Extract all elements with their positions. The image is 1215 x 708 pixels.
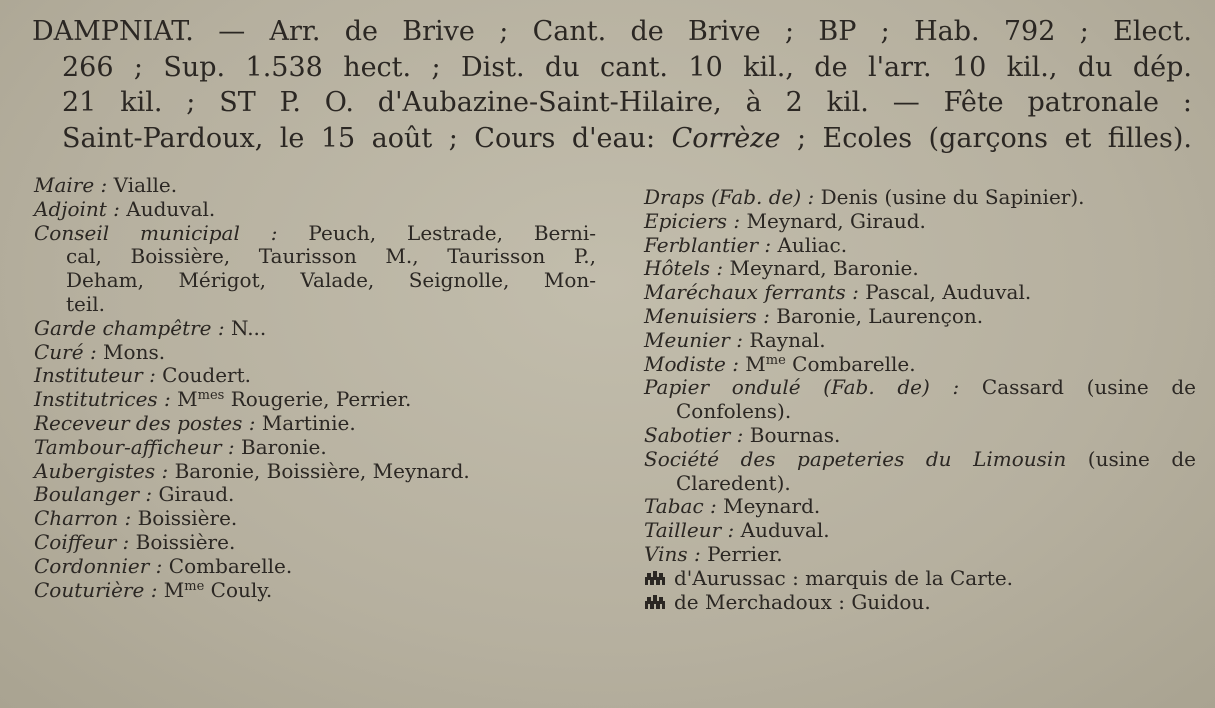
directory-entry <box>644 519 1196 543</box>
header-line-4-text: Saint-Pardoux, le 15 août ; Cours d'eau: <box>62 122 672 154</box>
directory-entry <box>644 424 1196 448</box>
entry-value: Boissière. <box>129 529 236 554</box>
entry-value: Pascal, Auduval. <box>858 280 1032 305</box>
entry-line <box>34 364 596 388</box>
title-superscript: me <box>184 578 205 594</box>
entry-value: Peuch, Lestrade, Berni- <box>277 220 596 245</box>
entry-value: Couly. <box>204 577 273 602</box>
entry-line <box>34 412 596 436</box>
river-name: Corrèze <box>671 122 781 154</box>
directory-entry <box>644 567 1196 591</box>
entry-value: Giraud. <box>152 482 235 507</box>
header-line-4 <box>32 121 1192 157</box>
header-line-4-end: ; Ecoles (garçons et filles). <box>780 122 1193 154</box>
header-line-3: 21 kil. ; ST P. O. d'Aubazine-Saint-Hilaire, à 2 kil. — Fête patronale : <box>62 87 1192 118</box>
entry-label: Curé : <box>34 339 97 364</box>
entry-line <box>644 210 1196 234</box>
entry-line <box>644 424 1196 448</box>
entry-label: Institutrices : <box>34 387 171 412</box>
entry-line <box>34 507 596 531</box>
directory-entry <box>34 507 596 531</box>
entry-value: Mons. <box>96 339 166 364</box>
entry-line <box>644 329 1196 353</box>
entry-line <box>34 460 596 484</box>
entry-value: Auduval. <box>734 518 830 543</box>
entry-line <box>34 436 596 460</box>
entry-line <box>644 281 1196 305</box>
title-prefix: M <box>157 577 185 602</box>
entry-line <box>644 448 1196 472</box>
entry-label: Maréchaux ferrants : <box>644 280 859 305</box>
entry-label: Conseil municipal : <box>34 220 278 245</box>
entry-continuation: Deham, Mérigot, Valade, Seignolle, Mon- <box>66 268 596 293</box>
directory-entry <box>34 317 596 341</box>
directory-entry <box>34 198 596 222</box>
entry-line <box>34 531 596 555</box>
entry-label: Adjoint : <box>34 196 120 221</box>
directory-entry <box>34 531 596 555</box>
entry-label: Papier ondulé (Fab. de) : <box>644 375 960 400</box>
entry-value: Meynard, Baronie. <box>723 256 919 281</box>
entry-line <box>644 567 1196 591</box>
entry-line <box>644 519 1196 543</box>
entry-label: Tambour-afficheur : <box>34 434 235 459</box>
directory-entry <box>644 305 1196 329</box>
entry-label: Sabotier : <box>644 422 744 447</box>
entry-value: Baronie, Boissière, Meynard. <box>168 458 470 483</box>
entry-value: Baronie. <box>234 434 327 459</box>
entry-value: (usine de <box>1066 446 1197 471</box>
entry-continuation: teil. <box>66 291 106 316</box>
entry-line <box>34 341 596 365</box>
entry-line <box>644 186 1196 210</box>
header-line-1: DAMPNIAT. — Arr. de Brive ; Cant. de Brive ; BP ; Hab. 792 ; Elect. <box>32 16 1192 47</box>
entry-value: Denis (usine du Sapinier). <box>814 185 1085 209</box>
directory-entry <box>34 412 596 436</box>
entry-value: N... <box>224 315 267 340</box>
entry-label: Hôtels : <box>644 256 724 281</box>
directory-entry <box>34 579 596 603</box>
entry-value: Combarelle. <box>785 351 916 376</box>
directory-entry <box>644 543 1196 567</box>
directory-entry <box>644 591 1196 615</box>
directory-entry <box>644 234 1196 258</box>
entry-label: Aubergistes : <box>34 458 169 483</box>
entry-line <box>644 305 1196 329</box>
entry-value: Auduval. <box>119 196 216 221</box>
directory-entry <box>644 210 1196 234</box>
entry-value: Raynal. <box>742 327 826 352</box>
entry-line <box>34 388 596 412</box>
directory-entry <box>34 388 596 412</box>
entry-line <box>644 353 1196 377</box>
directory-entry <box>644 186 1196 210</box>
directory-entry <box>644 257 1196 281</box>
entry-label: Couturière : <box>34 577 158 602</box>
entry-label: Tailleur : <box>644 518 735 543</box>
entry-value: Meynard, Giraud. <box>740 208 926 233</box>
directory-entry <box>644 448 1196 496</box>
directory-entry <box>34 460 596 484</box>
left-column <box>34 174 596 602</box>
entry-label: Vins : <box>644 541 701 566</box>
entry-label: Société des papeteries du Limousin <box>644 446 1067 471</box>
right-column <box>644 186 1196 614</box>
castle-icon <box>644 568 666 584</box>
entry-line <box>644 376 1196 400</box>
entry-value: d'Aurussac : marquis de la Carte. <box>674 565 1014 590</box>
entry-value: Martinie. <box>255 410 356 435</box>
entry-value: Boissière. <box>131 506 238 531</box>
entry-label: Coiffeur : <box>34 529 130 554</box>
entry-value: Combarelle. <box>162 553 293 578</box>
directory-entry <box>34 364 596 388</box>
title-prefix: M <box>738 351 766 376</box>
entry-line <box>644 495 1196 519</box>
directory-entry <box>34 436 596 460</box>
directory-entry <box>644 495 1196 519</box>
entry-label: Menuisiers : <box>644 303 770 328</box>
entry-line <box>644 543 1196 567</box>
entry-continuation: Confolens). <box>676 399 792 424</box>
title-superscript: me <box>765 352 786 368</box>
entry-line <box>34 555 596 579</box>
castle-icon <box>644 592 666 608</box>
directory-entry <box>34 483 596 507</box>
directory-entry <box>644 329 1196 353</box>
entry-label: Draps (Fab. de) : <box>644 185 815 209</box>
entry-continuation: Claredent). <box>676 470 791 495</box>
entry-label: Charron : <box>34 506 132 531</box>
entry-header <box>32 14 1192 156</box>
directory-entry <box>644 353 1196 377</box>
entry-label: Tabac : <box>644 494 717 519</box>
title-prefix: M <box>170 387 198 412</box>
entry-line <box>34 198 596 222</box>
title-superscript: mes <box>197 388 225 404</box>
entry-label: Garde champêtre : <box>34 315 225 340</box>
entry-label: Instituteur : <box>34 363 156 388</box>
entry-line <box>34 317 596 341</box>
entry-label: Maire : <box>34 173 108 197</box>
entry-value: Cassard (usine de <box>959 375 1196 400</box>
entry-value: Rougerie, Perrier. <box>224 387 412 412</box>
entry-value: Baronie, Laurençon. <box>769 303 984 328</box>
directory-entry <box>34 222 596 317</box>
entry-value: Perrier. <box>700 541 783 566</box>
directory-entry <box>34 174 596 198</box>
entry-line <box>34 222 596 246</box>
directory-entry <box>34 555 596 579</box>
entry-value: Vialle. <box>107 173 178 197</box>
entry-line <box>34 579 596 603</box>
entry-line <box>644 257 1196 281</box>
entry-label: Ferblantier : <box>644 232 772 257</box>
entry-value: Bournas. <box>743 422 841 447</box>
entry-line <box>34 174 596 198</box>
entry-value: Auliac. <box>771 232 848 257</box>
entry-value: Meynard. <box>716 494 821 519</box>
entry-label: Modiste : <box>644 351 739 376</box>
entry-label: Cordonnier : <box>34 553 163 578</box>
entry-value: Coudert. <box>155 363 251 388</box>
entry-value: de Merchadoux : Guidou. <box>674 589 931 614</box>
entry-line <box>644 234 1196 258</box>
header-line-2: 266 ; Sup. 1.538 hect. ; Dist. du cant. 10 kil., de l'arr. 10 kil., du dép. <box>62 51 1192 83</box>
entry-label: Boulanger : <box>34 482 153 507</box>
directory-entry <box>644 281 1196 305</box>
entry-line <box>644 591 1196 615</box>
entry-label: Meunier : <box>644 327 743 352</box>
entry-label: Receveur des postes : <box>34 410 256 435</box>
entry-continuation: cal, Boissière, Taurisson M., Taurisson P., <box>66 244 596 269</box>
entry-line <box>34 483 596 507</box>
directory-entry <box>644 376 1196 424</box>
entry-label: Epiciers : <box>644 208 741 233</box>
directory-entry <box>34 341 596 365</box>
